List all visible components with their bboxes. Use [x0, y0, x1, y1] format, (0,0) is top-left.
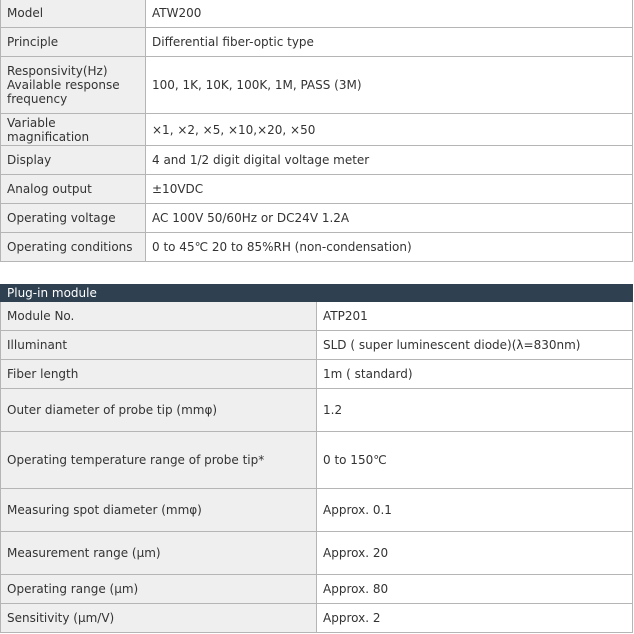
spec-value: SLD ( super luminescent diode)(λ=830nm)	[317, 331, 633, 360]
table-row	[1, 360, 633, 389]
table-row	[1, 532, 633, 575]
spec-value: 100, 1K, 10K, 100K, 1M, PASS (3M)	[146, 57, 633, 114]
spec-value: ±10VDC	[146, 175, 633, 204]
spec-value: Approx. 0.1	[317, 489, 633, 532]
table-row	[1, 114, 633, 146]
spec-label: Display	[1, 146, 146, 175]
spec-label: Outer diameter of probe tip (mmφ)	[1, 389, 317, 432]
spec-label: Fiber length	[1, 360, 317, 389]
spec-value: 1m ( standard)	[317, 360, 633, 389]
spec-value: Approx. 20	[317, 532, 633, 575]
spec-label: Operating range (μm)	[1, 575, 317, 604]
spec-label: Operating conditions	[1, 233, 146, 262]
spec-value: Differential fiber-optic type	[146, 28, 633, 57]
table-row	[1, 204, 633, 233]
spec-value: Approx. 80	[317, 575, 633, 604]
spec-label: Measuring spot diameter (mmφ)	[1, 489, 317, 532]
table-row	[1, 28, 633, 57]
spec-value: AC 100V 50/60Hz or DC24V 1.2A	[146, 204, 633, 233]
spec-label: Illuminant	[1, 331, 317, 360]
spec-value: 0 to 45℃ 20 to 85%RH (non-condensation)	[146, 233, 633, 262]
table-row	[1, 0, 633, 28]
spec-label: Model	[1, 0, 146, 28]
table-row	[1, 146, 633, 175]
plugin-module-table	[0, 284, 633, 633]
section-header	[1, 285, 633, 302]
table-row	[1, 389, 633, 432]
spec-value: ATW200	[146, 0, 633, 28]
table-row	[1, 331, 633, 360]
spec-value: 4 and 1/2 digit digital voltage meter	[146, 146, 633, 175]
table-row	[1, 432, 633, 489]
spec-value: 0 to 150℃	[317, 432, 633, 489]
table-row	[1, 575, 633, 604]
spec-label: Measurement range (μm)	[1, 532, 317, 575]
table-row	[1, 175, 633, 204]
section-title: Plug-in module	[1, 285, 633, 302]
spec-label: Operating temperature range of probe tip*	[1, 432, 317, 489]
spec-label: Variable magnification	[1, 114, 146, 146]
spec-value: 1.2	[317, 389, 633, 432]
spec-label: Sensitivity (μm/V)	[1, 604, 317, 633]
spec-label: Responsivity(Hz) Available response frequency	[1, 57, 146, 114]
spec-value: ATP201	[317, 302, 633, 331]
spec-value: Approx. 2	[317, 604, 633, 633]
main-spec-table	[0, 0, 633, 262]
table-row	[1, 604, 633, 633]
spec-label: Module No.	[1, 302, 317, 331]
spec-label: Analog output	[1, 175, 146, 204]
table-row	[1, 233, 633, 262]
table-row	[1, 489, 633, 532]
spec-label: Operating voltage	[1, 204, 146, 233]
spec-value: ×1, ×2, ×5, ×10,×20, ×50	[146, 114, 633, 146]
table-row	[1, 57, 633, 114]
spec-label: Principle	[1, 28, 146, 57]
table-row	[1, 302, 633, 331]
